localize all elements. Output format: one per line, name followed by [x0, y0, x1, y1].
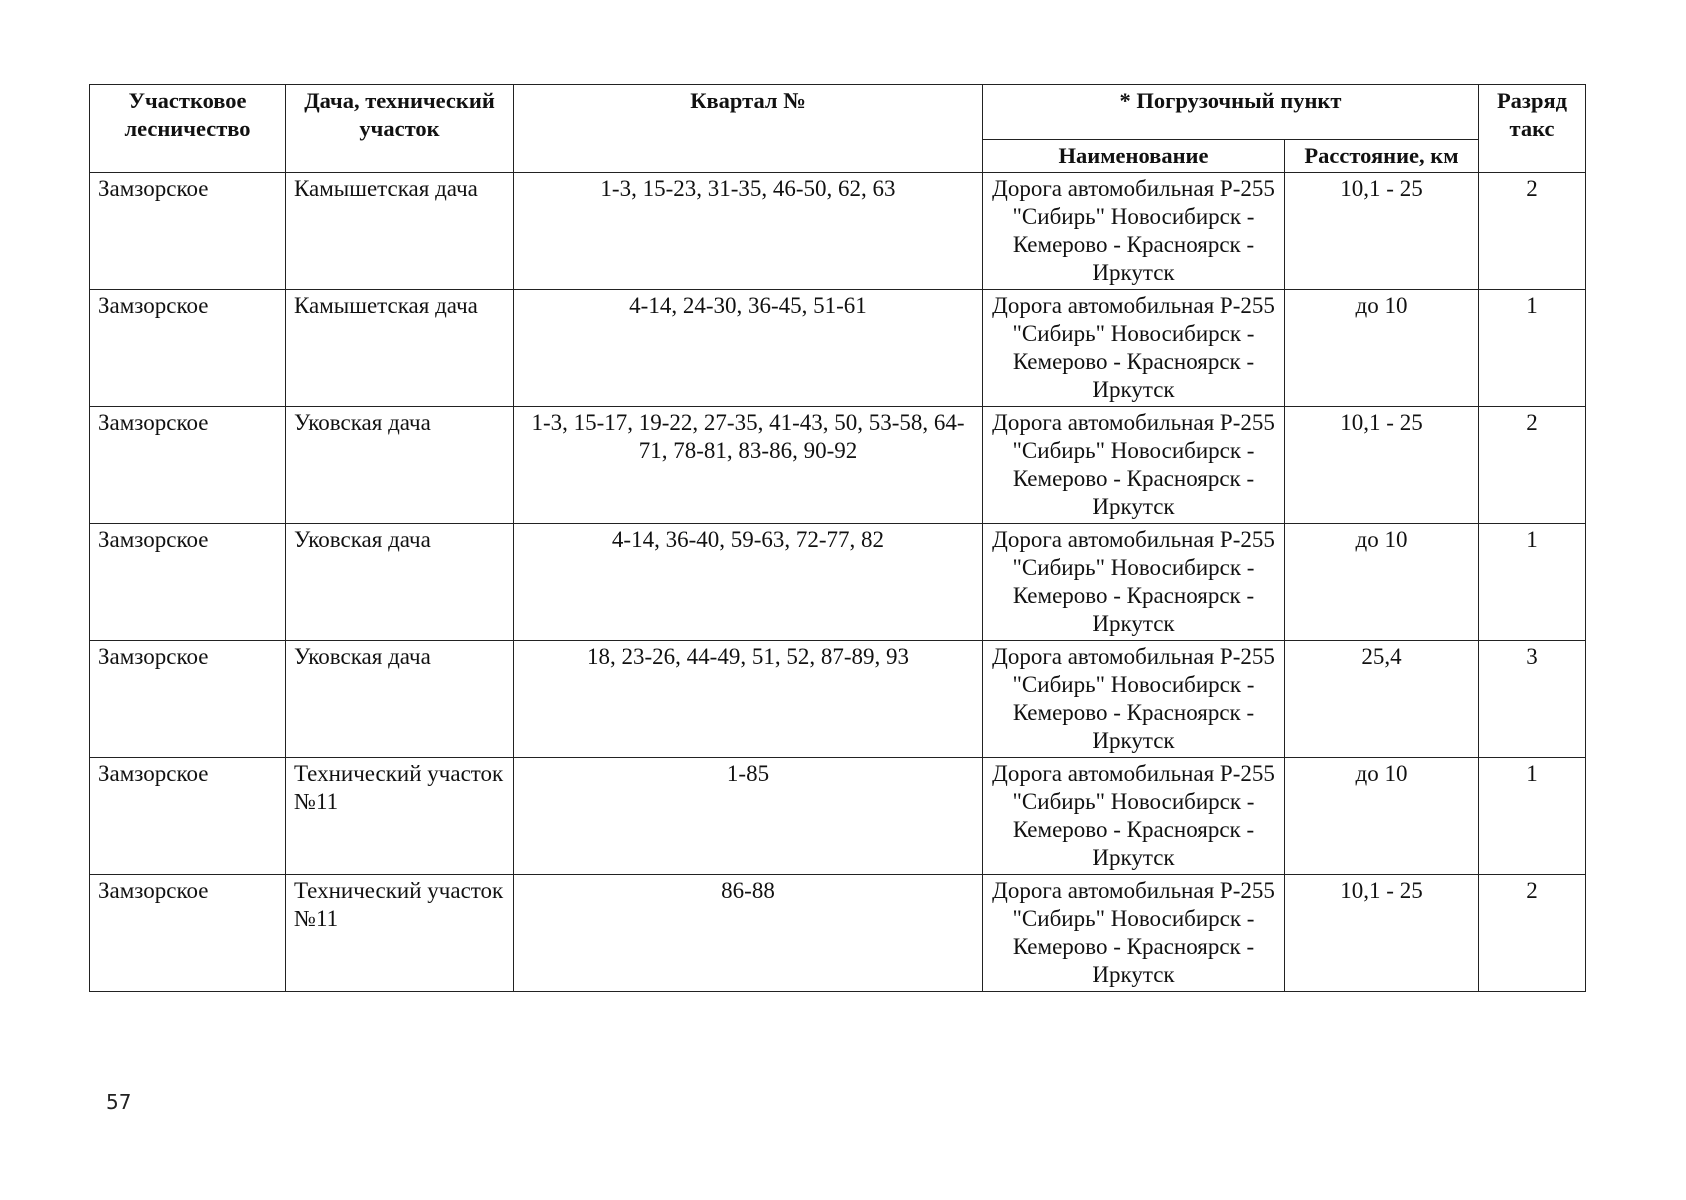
cell-forestry: Замзорское — [90, 641, 286, 758]
header-distance: Расстояние, км — [1285, 140, 1479, 173]
cell-forestry: Замзорское — [90, 875, 286, 992]
page-number: 57 — [106, 1090, 132, 1114]
header-rank: Разряд такс — [1479, 85, 1586, 173]
cell-forestry: Замзорское — [90, 407, 286, 524]
table-row — [90, 641, 1586, 758]
table-row — [90, 524, 1586, 641]
table-row — [90, 875, 1586, 992]
cell-dacha: Камышетская дача — [286, 173, 514, 290]
cell-dacha: Технический участок №11 — [286, 875, 514, 992]
cell-dacha: Технический участок №11 — [286, 758, 514, 875]
cell-forestry: Замзорское — [90, 173, 286, 290]
cell-distance: 10,1 - 25 — [1285, 173, 1479, 290]
header-loading-point: * Погрузочный пункт — [983, 85, 1479, 140]
cell-distance: до 10 — [1285, 758, 1479, 875]
table-row — [90, 407, 1586, 524]
cell-kvartal: 4-14, 24-30, 36-45, 51-61 — [514, 290, 983, 407]
cell-kvartal: 1-3, 15-23, 31-35, 46-50, 62, 63 — [514, 173, 983, 290]
cell-rank: 2 — [1479, 173, 1586, 290]
table-row — [90, 290, 1586, 407]
cell-distance: 10,1 - 25 — [1285, 875, 1479, 992]
table-row — [90, 758, 1586, 875]
cell-forestry: Замзорское — [90, 290, 286, 407]
cell-distance: 10,1 - 25 — [1285, 407, 1479, 524]
cell-loading-point-name: Дорога автомобильная Р-255 "Сибирь" Новосибирск - Кемерово - Красноярск - Иркутск — [983, 407, 1285, 524]
cell-loading-point-name: Дорога автомобильная Р-255 "Сибирь" Новосибирск - Кемерово - Красноярск - Иркутск — [983, 641, 1285, 758]
loading-points-table — [89, 84, 1586, 992]
cell-forestry: Замзорское — [90, 758, 286, 875]
cell-dacha: Камышетская дача — [286, 290, 514, 407]
cell-rank: 2 — [1479, 407, 1586, 524]
cell-dacha: Уковская дача — [286, 407, 514, 524]
header-forestry: Участковое лесничество — [90, 85, 286, 173]
cell-loading-point-name: Дорога автомобильная Р-255 "Сибирь" Новосибирск - Кемерово - Красноярск - Иркутск — [983, 758, 1285, 875]
table-header-row — [90, 85, 1586, 140]
cell-rank: 1 — [1479, 524, 1586, 641]
header-name: Наименование — [983, 140, 1285, 173]
cell-rank: 1 — [1479, 290, 1586, 407]
cell-rank: 3 — [1479, 641, 1586, 758]
cell-forestry: Замзорское — [90, 524, 286, 641]
cell-kvartal: 86-88 — [514, 875, 983, 992]
cell-loading-point-name: Дорога автомобильная Р-255 "Сибирь" Новосибирск - Кемерово - Красноярск - Иркутск — [983, 524, 1285, 641]
cell-dacha: Уковская дача — [286, 641, 514, 758]
table-row — [90, 173, 1586, 290]
cell-loading-point-name: Дорога автомобильная Р-255 "Сибирь" Новосибирск - Кемерово - Красноярск - Иркутск — [983, 875, 1285, 992]
header-dacha: Дача, технический участок — [286, 85, 514, 173]
cell-kvartal: 4-14, 36-40, 59-63, 72-77, 82 — [514, 524, 983, 641]
header-kvartal: Квартал № — [514, 85, 983, 173]
cell-rank: 1 — [1479, 758, 1586, 875]
cell-kvartal: 1-85 — [514, 758, 983, 875]
cell-distance: до 10 — [1285, 524, 1479, 641]
cell-kvartal: 1-3, 15-17, 19-22, 27-35, 41-43, 50, 53-58, 64-71, 78-81, 83-86, 90-92 — [514, 407, 983, 524]
cell-distance: 25,4 — [1285, 641, 1479, 758]
cell-loading-point-name: Дорога автомобильная Р-255 "Сибирь" Новосибирск - Кемерово - Красноярск - Иркутск — [983, 290, 1285, 407]
cell-kvartal: 18, 23-26, 44-49, 51, 52, 87-89, 93 — [514, 641, 983, 758]
cell-distance: до 10 — [1285, 290, 1479, 407]
cell-dacha: Уковская дача — [286, 524, 514, 641]
cell-rank: 2 — [1479, 875, 1586, 992]
cell-loading-point-name: Дорога автомобильная Р-255 "Сибирь" Новосибирск - Кемерово - Красноярск - Иркутск — [983, 173, 1285, 290]
